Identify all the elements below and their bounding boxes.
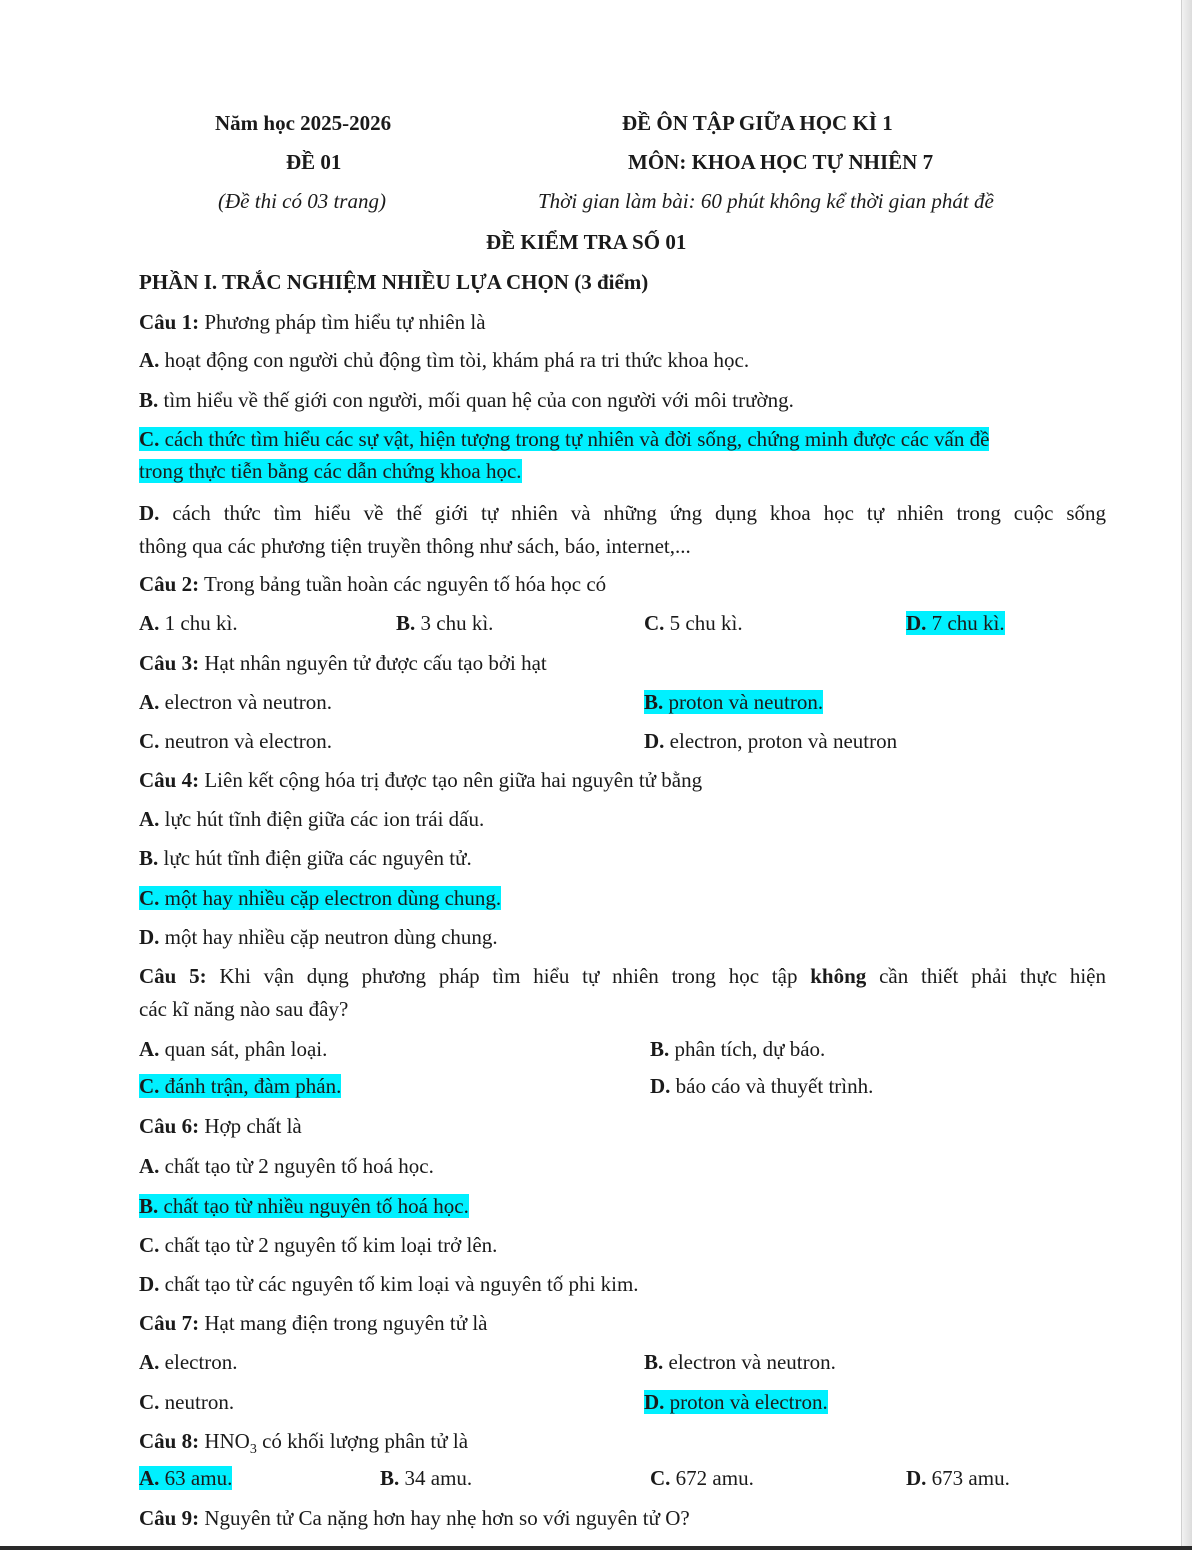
question-emphasis: không xyxy=(810,964,867,988)
test-title: ĐỀ KIỂM TRA SỐ 01 xyxy=(486,230,687,254)
question-6 xyxy=(139,1113,302,1140)
option-key: C. xyxy=(650,1466,671,1490)
option-key: D. xyxy=(644,1390,665,1414)
q3-option-b xyxy=(644,689,823,716)
formula-subscript: 3 xyxy=(249,1442,257,1458)
option-text: một hay nhiều cặp neutron dùng chung. xyxy=(164,925,498,949)
q5-option-a xyxy=(139,1036,327,1063)
option-key: D. xyxy=(139,501,160,525)
q6-option-d xyxy=(139,1271,639,1298)
q7-option-d xyxy=(644,1389,828,1416)
question-7 xyxy=(139,1310,488,1337)
option-key: D. xyxy=(139,925,160,949)
option-text: cách thức tìm hiểu về thế giới tự nhiên và những ứng dụng khoa học tự nhiên trong cuộc sống xyxy=(172,501,1106,525)
q5-option-d xyxy=(650,1073,873,1100)
page-right-edge xyxy=(1181,0,1192,1550)
option-key: A. xyxy=(139,1466,160,1490)
option-key: C. xyxy=(139,1390,160,1414)
question-2 xyxy=(139,571,606,598)
option-key: A. xyxy=(139,1037,160,1061)
option-key: C. xyxy=(139,427,160,451)
option-text: lực hút tĩnh điện giữa các nguyên tử. xyxy=(163,846,472,870)
option-text: proton và electron. xyxy=(669,1390,828,1414)
correct-highlight xyxy=(139,1466,232,1490)
q4-option-b xyxy=(139,845,472,872)
option-key: C. xyxy=(644,611,665,635)
option-text-cont: trong thực tiễn bằng các dẫn chứng khoa học. xyxy=(139,459,522,483)
option-text: phân tích, dự báo. xyxy=(674,1037,826,1061)
q1-option-d-cont xyxy=(139,533,691,560)
question-text: có khối lượng phân tử là xyxy=(262,1429,469,1453)
q8-option-c xyxy=(650,1465,754,1492)
option-key: B. xyxy=(396,611,416,635)
question-5-cont xyxy=(139,996,348,1023)
option-key: B. xyxy=(644,1350,664,1374)
option-text: 5 chu kì. xyxy=(669,611,743,635)
option-key: B. xyxy=(139,1194,159,1218)
option-key: A. xyxy=(139,611,160,635)
option-key: D. xyxy=(650,1074,671,1098)
option-text: neutron. xyxy=(164,1390,235,1414)
option-text: chất tạo từ các nguyên tố kim loại và nguyên tố phi kim. xyxy=(164,1272,639,1296)
option-text: electron. xyxy=(164,1350,238,1374)
option-key: A. xyxy=(139,1350,160,1374)
question-4 xyxy=(139,767,702,794)
exam-title: ĐỀ ÔN TẬP GIỮA HỌC KÌ 1 xyxy=(622,111,893,135)
q1-option-a xyxy=(139,347,749,374)
option-key: B. xyxy=(139,846,159,870)
correct-highlight xyxy=(139,1194,469,1218)
correct-highlight xyxy=(139,886,501,910)
option-text: lực hút tĩnh điện giữa các ion trái dấu. xyxy=(164,807,485,831)
option-text: cách thức tìm hiểu các sự vật, hiện tượng trong tự nhiên và đời sống, chứng minh được các vấn đề xyxy=(164,427,990,451)
q8-option-d xyxy=(906,1465,1010,1492)
option-text: 63 amu. xyxy=(164,1466,233,1490)
question-1 xyxy=(139,309,486,336)
option-key: A. xyxy=(139,348,160,372)
option-text: 34 amu. xyxy=(404,1466,473,1490)
q8-option-a xyxy=(139,1465,232,1492)
option-text: báo cáo và thuyết trình. xyxy=(675,1074,874,1098)
correct-highlight xyxy=(906,611,1005,635)
question-9 xyxy=(139,1505,690,1532)
q7-option-b xyxy=(644,1349,836,1376)
option-key: B. xyxy=(650,1037,670,1061)
q1-option-b xyxy=(139,387,794,414)
q1-option-c xyxy=(139,426,989,453)
question-text: Hạt nhân nguyên tử được cấu tạo bởi hạt xyxy=(204,651,547,675)
option-text: electron và neutron. xyxy=(164,690,333,714)
question-text: Hợp chất là xyxy=(204,1114,302,1138)
option-key: C. xyxy=(139,886,160,910)
question-label: Câu 9: xyxy=(139,1506,200,1530)
option-key: C. xyxy=(139,729,160,753)
option-key: D. xyxy=(906,1466,927,1490)
option-text: hoạt động con người chủ động tìm tòi, khám phá ra tri thức khoa học. xyxy=(164,348,750,372)
question-label: Câu 5: xyxy=(139,964,207,988)
option-key: B. xyxy=(380,1466,400,1490)
correct-highlight xyxy=(139,427,989,451)
time-note: Thời gian làm bài: 60 phút không kể thời gian phát đề xyxy=(538,189,994,213)
q5-option-b xyxy=(650,1036,825,1063)
question-label: Câu 4: xyxy=(139,768,200,792)
question-label: Câu 2: xyxy=(139,572,200,596)
question-text-cont: các kĩ năng nào sau đây? xyxy=(139,997,349,1021)
option-text: proton và neutron. xyxy=(668,690,824,714)
question-text: Liên kết cộng hóa trị được tạo nên giữa hai nguyên tử bằng xyxy=(204,768,703,792)
q8-option-b xyxy=(380,1465,472,1492)
question-label: Câu 7: xyxy=(139,1311,200,1335)
option-key: D. xyxy=(906,611,927,635)
option-text: 1 chu kì. xyxy=(164,611,238,635)
question-text: Phương pháp tìm hiểu tự nhiên là xyxy=(204,310,486,334)
option-text: một hay nhiều cặp electron dùng chung. xyxy=(164,886,502,910)
option-text: 672 amu. xyxy=(675,1466,754,1490)
question-text: Trong bảng tuần hoàn các nguyên tố hóa học có xyxy=(203,572,607,596)
page-bottom-edge xyxy=(0,1546,1192,1550)
option-text: neutron và electron. xyxy=(164,729,333,753)
q6-option-a xyxy=(139,1153,434,1180)
q3-option-a xyxy=(139,689,332,716)
question-label: Câu 6: xyxy=(139,1114,200,1138)
option-key: C. xyxy=(139,1233,160,1257)
q2-option-b xyxy=(396,610,493,637)
question-text: Nguyên tử Ca nặng hơn hay nhẹ hơn so với nguyên tử O? xyxy=(204,1506,690,1530)
question-5 xyxy=(139,963,1106,990)
q1-option-d xyxy=(139,500,1106,527)
question-label: Câu 8: xyxy=(139,1429,200,1453)
correct-highlight xyxy=(139,1074,341,1098)
question-text: Khi vận dụng phương pháp tìm hiểu tự nhiên trong học tập xyxy=(219,964,798,988)
option-text: 673 amu. xyxy=(931,1466,1010,1490)
correct-highlight xyxy=(644,690,823,714)
q5-option-c xyxy=(139,1073,341,1100)
subject: MÔN: KHOA HỌC TỰ NHIÊN 7 xyxy=(628,150,934,174)
q6-option-b xyxy=(139,1193,469,1220)
q4-option-c xyxy=(139,885,501,912)
option-key: B. xyxy=(139,388,159,412)
option-text: chất tạo từ 2 nguyên tố hoá học. xyxy=(164,1154,434,1178)
q2-option-c xyxy=(644,610,743,637)
question-3 xyxy=(139,650,547,677)
option-text: quan sát, phân loại. xyxy=(164,1037,328,1061)
option-text: chất tạo từ nhiều nguyên tố hoá học. xyxy=(163,1194,469,1218)
q3-option-d xyxy=(644,728,897,755)
option-text: 7 chu kì. xyxy=(931,611,1005,635)
option-text-cont: thông qua các phương tiện truyền thông như sách, báo, internet,... xyxy=(139,534,691,558)
option-key: D. xyxy=(139,1272,160,1296)
option-key: A. xyxy=(139,690,160,714)
option-text: chất tạo từ 2 nguyên tố kim loại trở lên. xyxy=(164,1233,498,1257)
correct-highlight xyxy=(644,1390,828,1414)
option-text: tìm hiểu về thế giới con người, mối quan hệ của con người với môi trường. xyxy=(163,388,794,412)
exam-code: ĐỀ 01 xyxy=(286,150,342,174)
option-text: đánh trận, đàm phán. xyxy=(164,1074,342,1098)
q7-option-c xyxy=(139,1389,234,1416)
q2-option-a xyxy=(139,610,238,637)
q7-option-a xyxy=(139,1349,238,1376)
option-key: A. xyxy=(139,1154,160,1178)
option-text: electron, proton và neutron xyxy=(669,729,898,753)
q2-option-d xyxy=(906,610,1005,637)
question-text: Hạt mang điện trong nguyên tử là xyxy=(204,1311,488,1335)
option-key: A. xyxy=(139,807,160,831)
option-key: C. xyxy=(139,1074,160,1098)
option-key: D. xyxy=(644,729,665,753)
q4-option-d xyxy=(139,924,498,951)
pages-note: (Đề thi có 03 trang) xyxy=(218,189,386,213)
question-label: Câu 1: xyxy=(139,310,200,334)
option-text: 3 chu kì. xyxy=(420,611,494,635)
section-title: PHẦN I. TRẮC NGHIỆM NHIỀU LỰA CHỌN (3 điểm) xyxy=(139,270,649,294)
q3-option-c xyxy=(139,728,332,755)
q6-option-c xyxy=(139,1232,497,1259)
question-label: Câu 3: xyxy=(139,651,200,675)
formula: HNO xyxy=(204,1429,250,1453)
option-text: electron và neutron. xyxy=(668,1350,836,1374)
question-text-end: cần thiết phải thực hiện xyxy=(879,964,1106,988)
option-key: B. xyxy=(644,690,664,714)
q4-option-a xyxy=(139,806,484,833)
q1-option-c-cont xyxy=(139,458,522,485)
school-year: Năm học 2025-2026 xyxy=(215,111,392,135)
question-8 xyxy=(139,1428,468,1463)
